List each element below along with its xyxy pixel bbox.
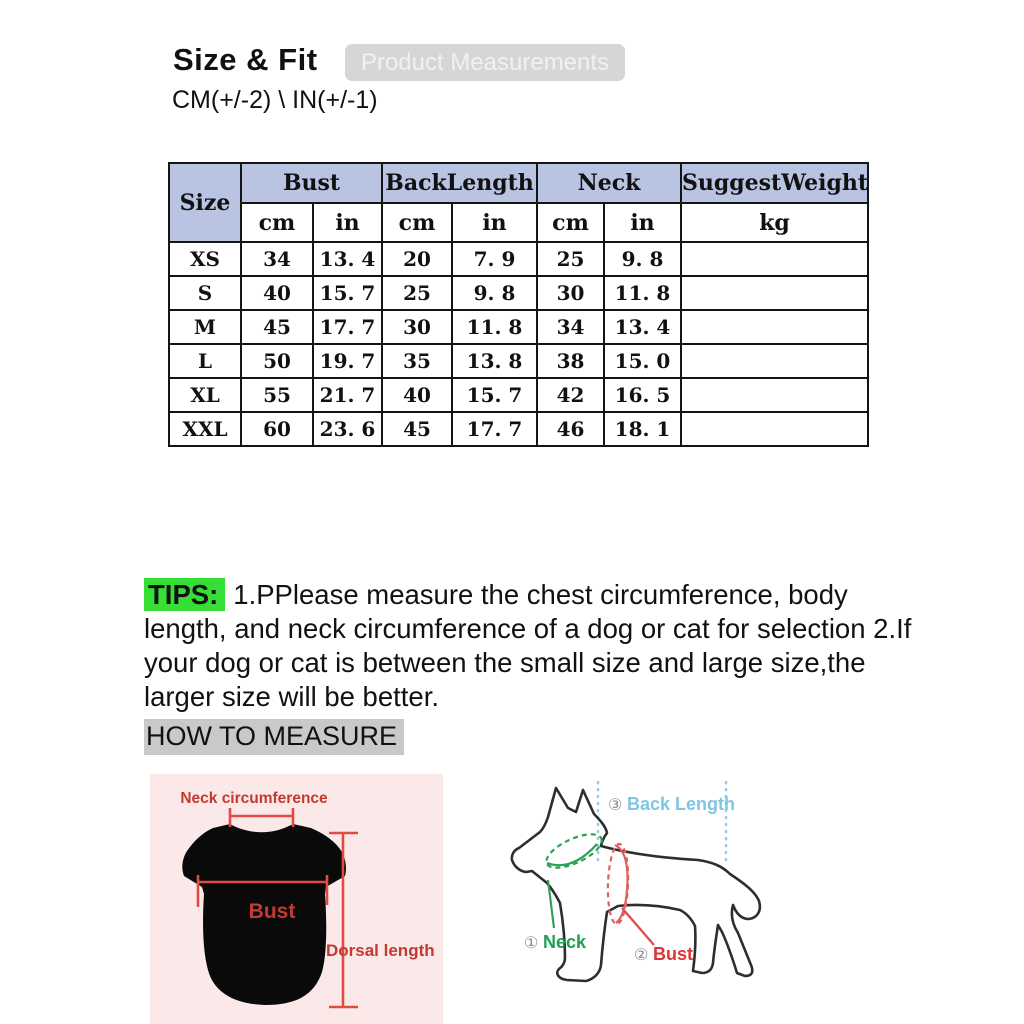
bust-cm-cell: 60 [241, 412, 313, 446]
table-group-header-row [169, 163, 868, 203]
bust-cm-cell: 55 [241, 378, 313, 412]
how-to-measure-heading: HOW TO MEASURE [144, 719, 404, 755]
neck-in-cell: 9. 8 [604, 242, 681, 276]
col-header-suggest-weight: SuggestWeight [681, 163, 868, 203]
table-unit-row [169, 203, 868, 242]
size-cell: M [169, 310, 241, 344]
bust-in-cell: 23. 6 [313, 412, 382, 446]
back-cm-cell: 30 [382, 310, 452, 344]
unit-bust-in: in [313, 203, 382, 242]
garment-diagram [150, 774, 443, 1024]
table-row [169, 412, 868, 446]
bust-marker: ② [634, 947, 649, 964]
bust-in-cell: 21. 7 [313, 378, 382, 412]
neck-circumference-label: Neck circumference [180, 790, 328, 807]
neck-in-cell: 18. 1 [604, 412, 681, 446]
dog-diagram [490, 770, 890, 1024]
neck-label: Neck [543, 932, 587, 952]
back-in-cell: 13. 8 [452, 344, 537, 378]
table-row [169, 344, 868, 378]
bust-in-cell: 19. 7 [313, 344, 382, 378]
unit-weight-kg: kg [681, 203, 868, 242]
dog-diagram-svg [490, 770, 890, 1024]
size-cell: XS [169, 242, 241, 276]
bust-cm-cell: 34 [241, 242, 313, 276]
dorsal-length-label: Dorsal length [326, 941, 435, 960]
bust-cm-cell: 45 [241, 310, 313, 344]
back-cm-cell: 35 [382, 344, 452, 378]
unit-neck-in: in [604, 203, 681, 242]
neck-cm-cell: 34 [537, 310, 604, 344]
col-header-neck: Neck [537, 163, 681, 203]
size-cell: S [169, 276, 241, 310]
back-length-label: Back Length [627, 794, 736, 814]
bust-in-cell: 17. 7 [313, 310, 382, 344]
weight-cell [681, 412, 868, 446]
bust-in-cell: 15. 7 [313, 276, 382, 310]
bust-label: Bust [653, 944, 693, 964]
weight-cell [681, 378, 868, 412]
tips-paragraph [144, 578, 922, 714]
unit-bust-cm: cm [241, 203, 313, 242]
back-in-cell: 9. 8 [452, 276, 537, 310]
tips-body: 1.PPlease measure the chest circumference, body length, and neck circumference of a dog or cat for selection 2.If your dog or cat is between the small size and large size,the larger size will be better. [144, 579, 912, 712]
back-in-cell: 17. 7 [452, 412, 537, 446]
size-cell: XXL [169, 412, 241, 446]
neck-cm-cell: 30 [537, 276, 604, 310]
back-cm-cell: 40 [382, 378, 452, 412]
back-cm-cell: 45 [382, 412, 452, 446]
back-in-cell: 7. 9 [452, 242, 537, 276]
bust-in-cell: 13. 4 [313, 242, 382, 276]
size-cell: XL [169, 378, 241, 412]
tips-label: TIPS: [144, 578, 225, 611]
bust-cm-cell: 40 [241, 276, 313, 310]
neck-in-cell: 11. 8 [604, 276, 681, 310]
back-length-marker: ③ [608, 797, 623, 814]
unit-neck-cm: cm [537, 203, 604, 242]
bust-measure-group [607, 844, 654, 945]
back-cm-cell: 25 [382, 276, 452, 310]
size-cell: L [169, 344, 241, 378]
neck-cm-cell: 42 [537, 378, 604, 412]
product-measurements-badge: Product Measurements [345, 44, 625, 81]
bust-leader-line [622, 908, 654, 945]
neck-measure-group [542, 827, 607, 928]
back-cm-cell: 20 [382, 242, 452, 276]
col-header-back-length: BackLength [382, 163, 537, 203]
weight-cell [681, 242, 868, 276]
size-table [168, 162, 869, 447]
col-header-bust: Bust [241, 163, 382, 203]
neck-in-cell: 16. 5 [604, 378, 681, 412]
table-row [169, 310, 868, 344]
neck-cm-cell: 46 [537, 412, 604, 446]
unit-back-cm: cm [382, 203, 452, 242]
table-row [169, 378, 868, 412]
neck-cm-cell: 25 [537, 242, 604, 276]
page-title: Size & Fit [173, 42, 318, 77]
table-row [169, 276, 868, 310]
neck-measure-line [230, 808, 293, 827]
weight-cell [681, 276, 868, 310]
bust-cm-cell: 50 [241, 344, 313, 378]
col-header-size: Size [169, 163, 241, 242]
back-in-cell: 15. 7 [452, 378, 537, 412]
neck-cm-cell: 38 [537, 344, 604, 378]
tolerance-note: CM(+/-2) \ IN(+/-1) [172, 86, 378, 114]
table-row [169, 242, 868, 276]
neck-in-cell: 15. 0 [604, 344, 681, 378]
unit-back-in: in [452, 203, 537, 242]
neck-measure-ellipse [542, 827, 607, 874]
neck-marker: ① [524, 935, 539, 952]
weight-cell [681, 344, 868, 378]
bust-label: Bust [248, 900, 296, 923]
weight-cell [681, 310, 868, 344]
size-table-body [169, 242, 868, 446]
garment-diagram-svg [150, 774, 443, 1024]
back-in-cell: 11. 8 [452, 310, 537, 344]
neck-in-cell: 13. 4 [604, 310, 681, 344]
